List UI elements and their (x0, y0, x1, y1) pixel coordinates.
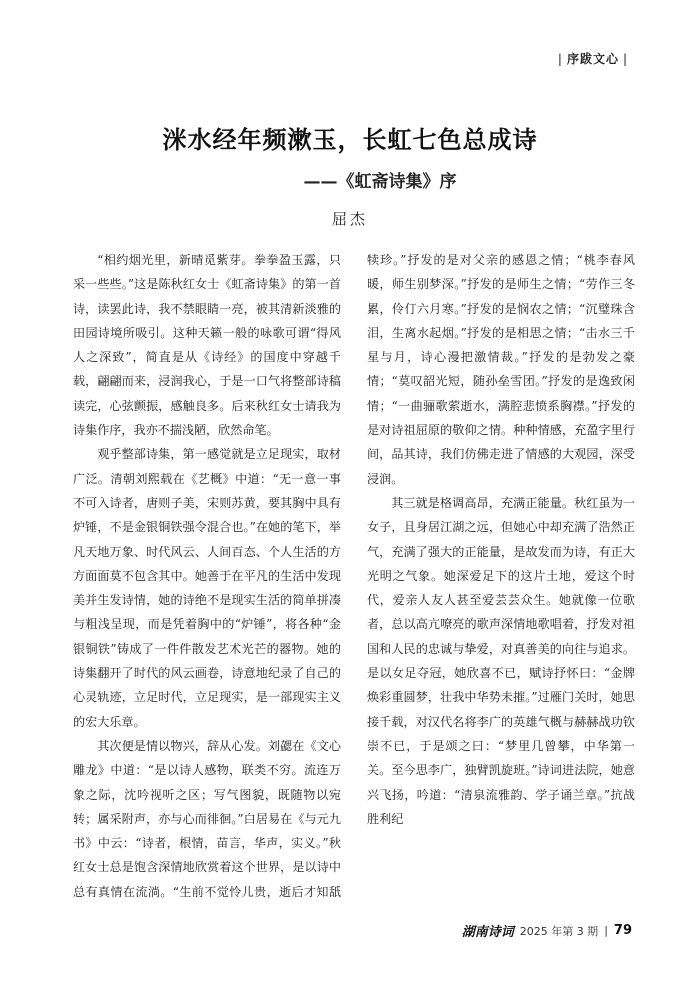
title-block (0, 120, 700, 229)
body-paragraph: 其三就是格调高昂，充满正能量。秋红虽为一女子，且身居江湖之远，但她心中却充满了浩然正气，充满了强大的正能量，是故发而为诗，有正大光明之气象。她深爱足下的这片土地，爱这个时代，爱亲人友人甚至爱芸芸众生。她就像一位歌者，总以高亢嘹亮的歌声深情地歌唱着，抒发对祖国和人民的忠诚与挚爱，对真善美的向往与追求。是以女足夺冠，她欣喜不已，赋诗抒怀曰：“金牌焕彩重圆梦，壮我中华势未摧。”过雁门关时，她思接千载，对汉代名将李广的英雄气概与赫赫战功钦崇不已，于是颂之曰：“梦里几曾攀，中华第一关。至今思李广，独臂凯旋班。”诗词进法院，她意兴飞扬，吟道：“清泉流雅韵、学子诵兰章。”抗战胜利纪 (367, 495, 635, 826)
body-paragraph: “相约烟光里，新晴觅紫芽。拳拳盈玉露，只采一些些。”这是陈秋红女士《虹斋诗集》的第一首诗，读罢此诗，我不禁眼睛一亮，被其清新淡雅的田园诗境所吸引。这种天籁一般的咏歌可谓“得风人之深致”，简直是从《诗经》的国度中穿越千载，翩翩而来，浸润我心，于是一口气将整部诗稿读完，心弦颤振，感触良多。后来秋红女士请我为诗集作序，我亦不揣浅陋，欣然命笔。 (73, 253, 341, 438)
section-tag-label: 序跋文心 (566, 52, 619, 66)
page-footer (462, 921, 632, 940)
issue-label: 2025 年第 3 期 (519, 924, 599, 938)
article-author: 屈杰 (331, 210, 368, 228)
section-tag (554, 50, 632, 67)
article-body (73, 248, 635, 918)
body-paragraph: 观乎整部诗集，第一感觉就是立足现实，取材广泛。清朝刘熙载在《艺概》中道：“无一意一事不可入诗者，唐则子美，宋则苏黄，要其胸中具有炉锤，不是金银铜铁强令混合也。”在她的笔下，举凡天地万象、时代风云、人间百态、个人生活的方方面面莫不包含其中。她善于在平凡的生活中发现美并生发诗情，她的诗绝不是现实生活的简单拼凑与粗浅呈现，而是凭着胸中的“炉锤”，将各种“金银铜铁”铸成了一件件散发艺术光芒的器物。她的诗集翻开了时代的风云画卷，诗意地纪录了自己的心灵轨迹，立足时代，立足现实，是一部现实主义的宏大乐章。 (73, 447, 341, 729)
section-tag-bar-left: | (557, 52, 563, 66)
section-tag-bar-right: | (622, 52, 628, 66)
page-number: 79 (613, 923, 632, 938)
magazine-name: 湖南诗词 (461, 925, 514, 940)
footer-separator: | (604, 924, 608, 937)
body-paragraph: 其次便是情以物兴，辞从心发。刘勰在《文心雕龙》中道：“是以诗人感物，联类不穷。流连万象之际，沈吟视听之区；写气图貌，既随物以宛转；属采附声，亦与心而徘徊。”白居易在《与元九书》中云：“诗者，根情，苗言，华声，实义。”秋红女士总是饱含深情地欣赏着这个世界，是以诗中总有真情在流淌。“生前不觉怜儿贵，逝后才知舐犊珍。”抒发的是对父亲的感恩之情；“桃李春风暖，师生别梦深。”抒发的是师生之情；“劳作三冬累，伶仃六月寒。”抒发的是悯农之情；“沉璧珠含泪，生离水起烟。”抒发的是相思之情；“击水三千星与月，诗心漫把激情裁。”抒发的是勃发之豪情；“莫叹韶光短，随孙垒雪团。”抒发的是逸致闲情；“一曲骊歌萦逝水，满腔悲愤系胸襟。”抒发的是对诗祖屈原的敬仰之情。种种情感，充盈字里行间，品其诗，我们仿佛走进了情感的大观园，深受浸润。 (73, 253, 635, 899)
article-subtitle: ——《虹斋诗集》序 (303, 172, 457, 192)
article-title: 洣水经年频漱玉，长虹七色总成诗 (162, 126, 538, 154)
